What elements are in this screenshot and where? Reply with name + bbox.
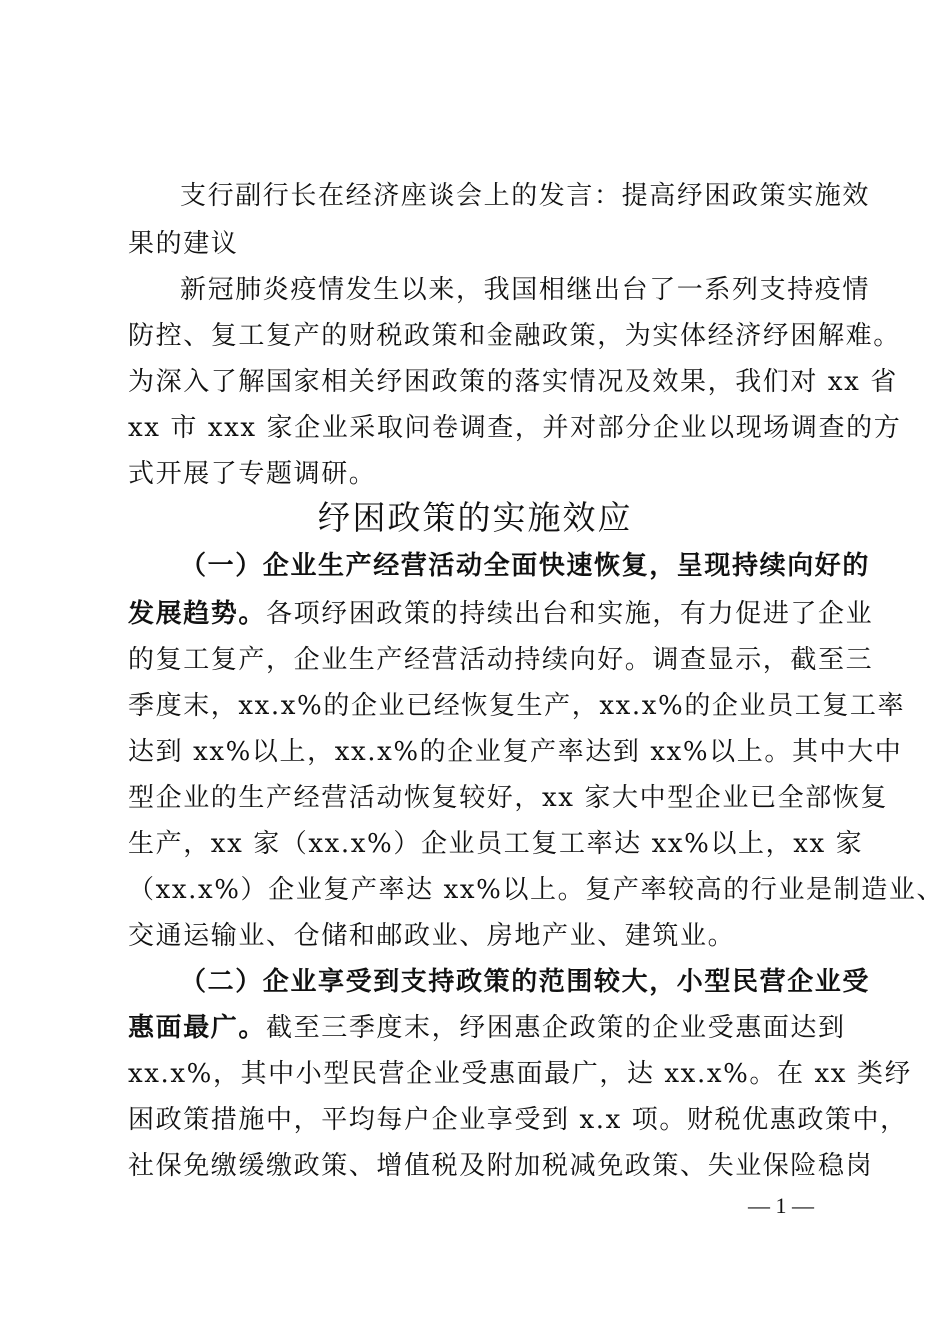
para1-line-6: 型企业的生产经营活动恢复较好，xx 家大中型企业已全部恢复 xyxy=(128,783,888,813)
para2-bold-line-1: （二）企业享受到支持政策的范围较大，小型民营企业受 xyxy=(180,967,871,997)
speech-title-line-1: 支行副行长在经济座谈会上的发言：提高纾困政策实施效 xyxy=(180,181,871,211)
speech-title-line-2: 果的建议 xyxy=(128,229,239,259)
para1-bold-line-2: 发展趋势。 xyxy=(128,599,267,629)
intro-line-4: xx 市 xxx 家企业采取问卷调查，并对部分企业以现场调查的方 xyxy=(128,413,902,443)
para1-line-4: 季度末，xx.x%的企业已经恢复生产，xx.x%的企业员工复工率 xyxy=(128,691,906,721)
para2-line-4: 困政策措施中，平均每户企业享受到 x.x 项。财税优惠政策中， xyxy=(128,1105,908,1135)
para2-line-5: 社保免缴缓缴政策、增值税及附加税减免政策、失业保险稳岗 xyxy=(128,1151,874,1181)
para1-line-2-rest: 各项纾困政策的持续出台和实施，有力促进了企业 xyxy=(266,599,874,629)
para2-bold-line-2: 惠面最广。 xyxy=(128,1013,267,1043)
section-heading: 纾困政策的实施效应 xyxy=(317,498,633,537)
intro-line-1: 新冠肺炎疫情发生以来，我国相继出台了一系列支持疫情 xyxy=(180,275,871,305)
intro-line-3: 为深入了解国家相关纾困政策的落实情况及效果，我们对 xx 省 xyxy=(128,367,898,397)
para2-line-2 xyxy=(128,1012,846,1044)
para1-line-2 xyxy=(128,598,873,630)
para1-line-7: 生产，xx 家（xx.x%）企业员工复工率达 xx%以上，xx 家 xyxy=(128,829,864,859)
intro-line-5: 式开展了专题调研。 xyxy=(128,459,377,489)
para1-line-9: 交通运输业、仓储和邮政业、房地产业、建筑业。 xyxy=(128,921,736,951)
intro-line-2: 防控、复工复产的财税政策和金融政策，为实体经济纾困解难。 xyxy=(128,321,901,351)
para1-line-8: （xx.x%）企业复产率达 xx%以上。复产率较高的行业是制造业、 xyxy=(128,875,945,905)
page-number: — 1 — xyxy=(748,1193,814,1218)
para1-bold-line-1: （一）企业生产经营活动全面快速恢复，呈现持续向好的 xyxy=(180,551,871,581)
para1-line-3: 的复工复产，企业生产经营活动持续向好。调查显示，截至三 xyxy=(128,645,874,675)
para1-line-5: 达到 xx%以上，xx.x%的企业复产率达到 xx%以上。其中大中 xyxy=(128,737,903,767)
para2-line-3: xx.x%，其中小型民营企业受惠面最广，达 xx.x%。在 xx 类纾 xyxy=(128,1059,913,1089)
para2-line-2-rest: 截至三季度末，纾困惠企政策的企业受惠面达到 xyxy=(266,1013,846,1043)
